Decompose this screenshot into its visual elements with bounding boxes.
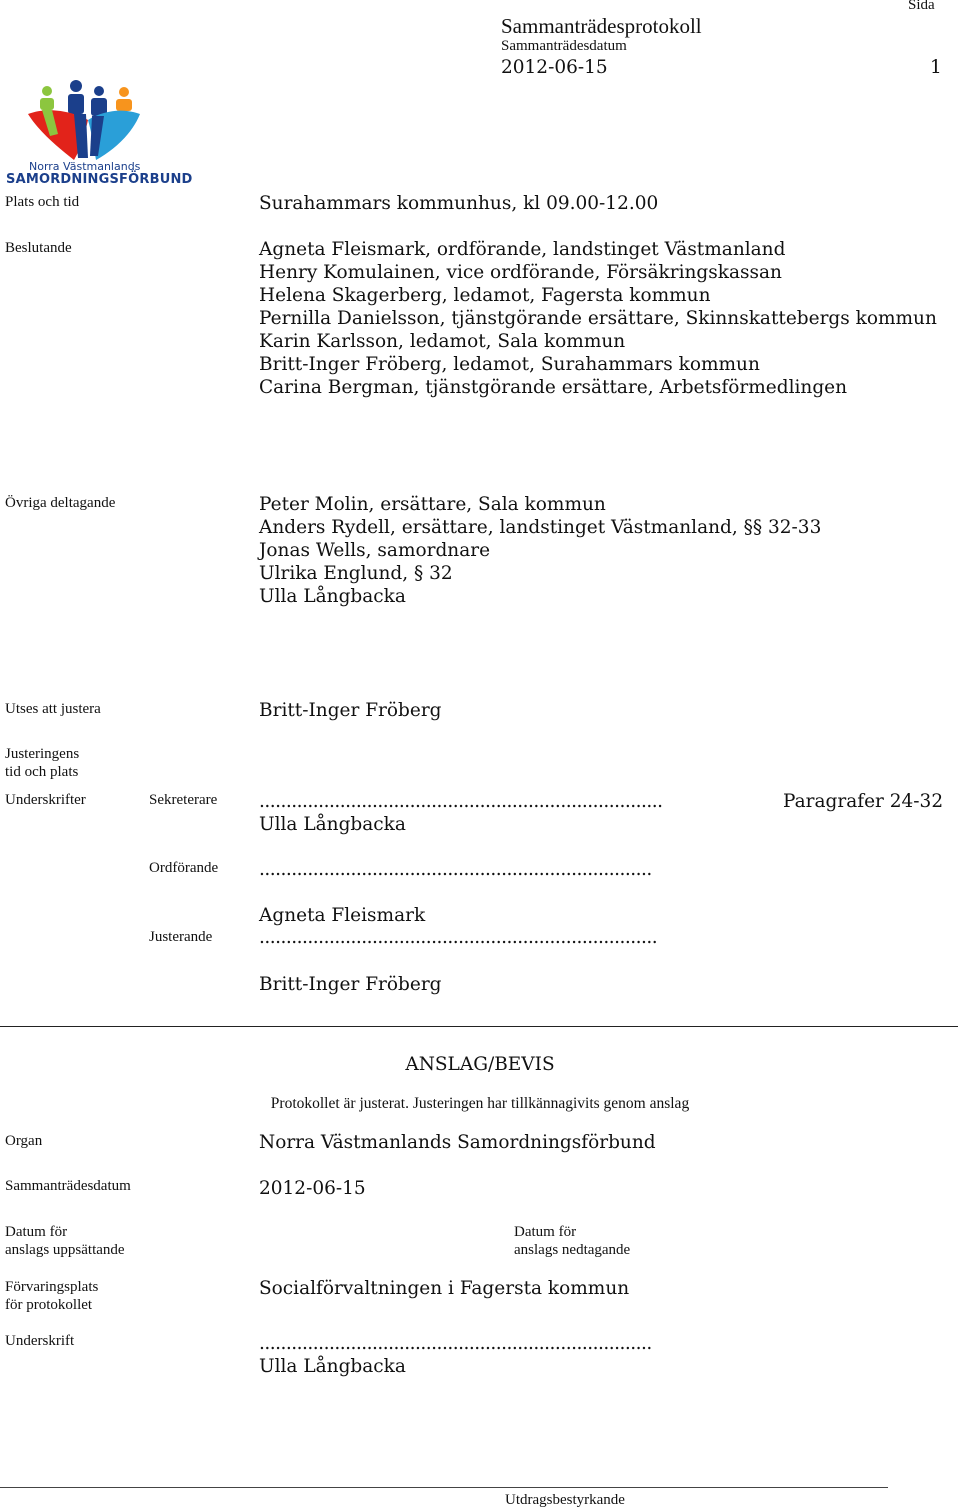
signatures-label: Underskrifter — [5, 792, 86, 808]
signature-label: Underskrift — [5, 1333, 75, 1349]
notice-date-label: Sammanträdesdatum — [5, 1178, 131, 1194]
others-label: Övriga deltagande — [5, 495, 116, 511]
decision-label: Beslutande — [5, 240, 72, 256]
adjuster-name: Britt-Inger Fröberg — [259, 700, 442, 721]
organ-label: Organ — [5, 1133, 43, 1149]
storage-label-line1: Förvaringsplats — [5, 1279, 99, 1295]
posting-date-label-line2: anslags uppsättande — [5, 1242, 125, 1258]
chair-signature-line: ......................................................................... — [259, 859, 652, 880]
logo-text-line2: SAMORDNINGSFÖRBUND — [6, 172, 193, 187]
list-item: Ulrika Englund, § 32 — [259, 563, 453, 584]
adjuster-label: Utses att justera — [5, 701, 101, 717]
other-participants-list — [259, 493, 821, 608]
list-item: Anders Rydell, ersättare, landstinget Västmanland, §§ 32-33 — [259, 517, 822, 538]
adjust-time-label-line2: tid och plats — [5, 764, 79, 780]
page-label: Sida — [908, 0, 935, 13]
removal-date-label-line1: Datum för — [514, 1224, 577, 1240]
storage-value: Socialförvaltningen i Fagersta kommun — [259, 1278, 630, 1299]
removal-date-label-line2: anslags nedtagande — [514, 1242, 631, 1258]
section-divider — [0, 1026, 958, 1027]
notice-date-value: 2012-06-15 — [259, 1178, 366, 1199]
list-item: Carina Bergman, tjänstgörande ersättare, Arbetsförmedlingen — [259, 377, 848, 398]
list-item: Pernilla Danielsson, tjänstgörande ersättare, Skinnskattebergs kommun — [259, 308, 937, 329]
signature-line: ......................................................................... — [259, 1333, 652, 1354]
notice-title: ANSLAG/BEVIS — [405, 1054, 555, 1075]
chair-role: Ordförande — [149, 860, 219, 876]
footer-divider — [0, 1487, 888, 1488]
paragraphs-range: Paragrafer 24-32 — [783, 791, 944, 812]
adjuster-signature-line: .......................................................................... — [259, 927, 658, 948]
logo-text-line1: Norra Västmanlands — [29, 160, 141, 173]
decision-members-list — [259, 238, 937, 399]
organ-value: Norra Västmanlands Samordningsförbund — [259, 1132, 656, 1153]
extract-label: Utdragsbestyrkande — [505, 1492, 625, 1508]
storage-label-line2: för protokollet — [5, 1297, 93, 1313]
secretary-signature-line: ........................................................................... — [259, 791, 663, 812]
adjust-time-label-line1: Justeringens — [5, 746, 80, 762]
secretary-name: Ulla Långbacka — [259, 814, 406, 835]
meeting-date-label: Sammanträdesdatum — [501, 38, 627, 54]
page-number: 1 — [930, 57, 942, 78]
posting-date-label-line1: Datum för — [5, 1224, 68, 1240]
list-item: Britt-Inger Fröberg, ledamot, Surahammars kommun — [259, 354, 760, 375]
chair-name: Agneta Fleismark — [259, 905, 426, 926]
list-item: Henry Komulainen, vice ordförande, Försäkringskassan — [259, 262, 782, 283]
list-item: Peter Molin, ersättare, Sala kommun — [259, 494, 606, 515]
organization-logo — [4, 78, 193, 188]
list-item: Agneta Fleismark, ordförande, landstinget Västmanland — [259, 239, 786, 260]
notice-statement: Protokollet är justerat. Justeringen har tillkännagivits genom anslag — [270, 1095, 690, 1112]
meeting-date: 2012-06-15 — [501, 57, 608, 78]
list-item: Karin Karlsson, ledamot, Sala kommun — [259, 331, 626, 352]
place-label: Plats och tid — [5, 194, 80, 210]
signature-name: Ulla Långbacka — [259, 1356, 406, 1377]
document-type: Sammanträdesprotokoll — [501, 14, 702, 38]
list-item: Ulla Långbacka — [259, 586, 406, 607]
list-item: Helena Skagerberg, ledamot, Fagersta kommun — [259, 285, 711, 306]
meeting-place: Surahammars kommunhus, kl 09.00-12.00 — [259, 193, 659, 214]
adjuster-signature-name: Britt-Inger Fröberg — [259, 974, 442, 995]
list-item: Jonas Wells, samordnare — [259, 540, 491, 561]
secretary-role: Sekreterare — [149, 792, 218, 808]
adjuster-role: Justerande — [149, 929, 213, 945]
